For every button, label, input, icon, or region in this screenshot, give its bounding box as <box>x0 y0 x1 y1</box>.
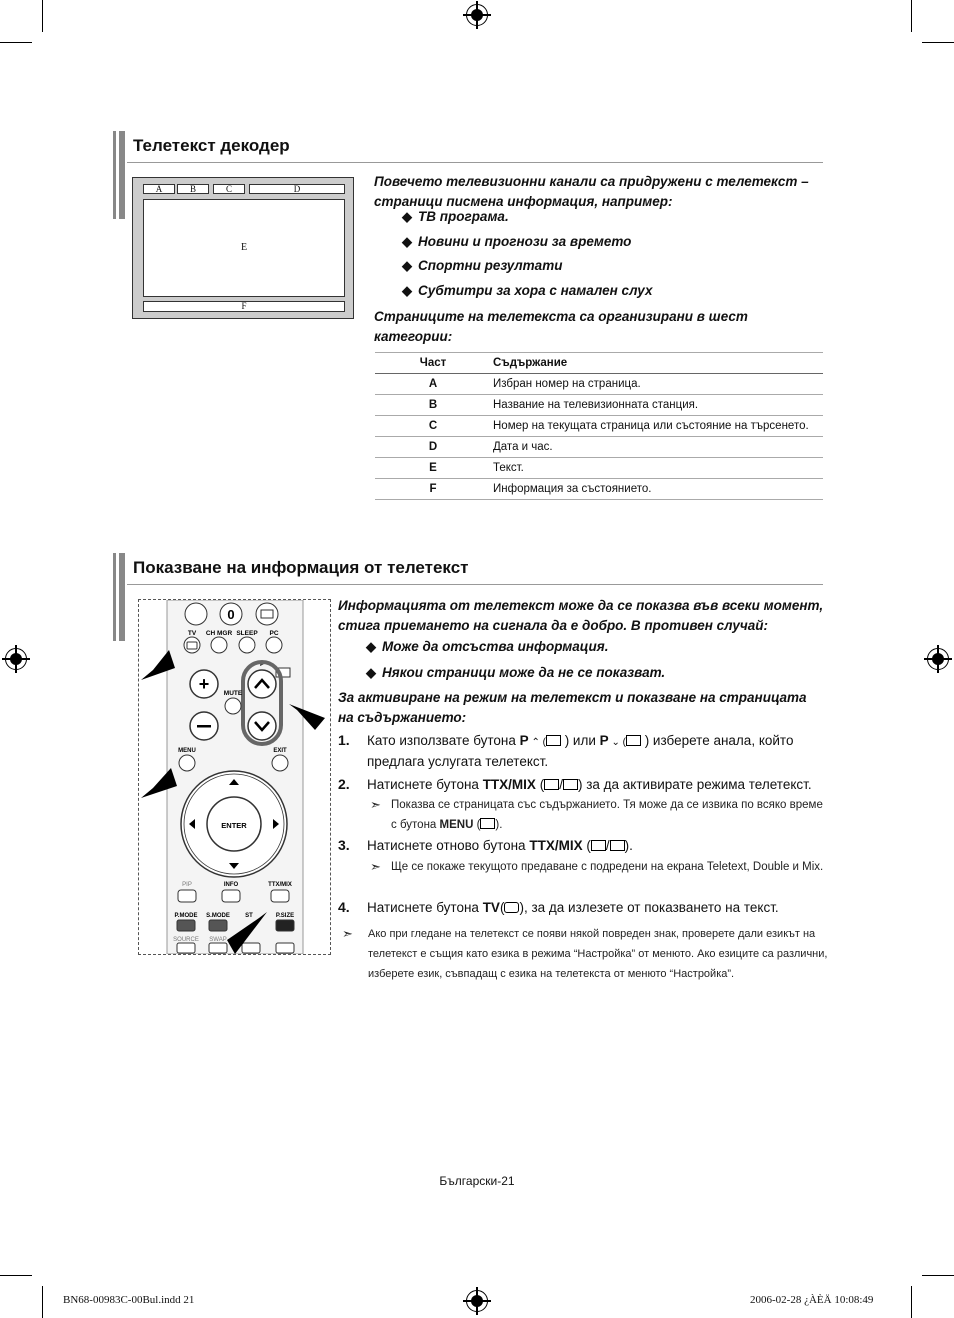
note-arrow-icon: ➣ <box>370 797 381 812</box>
crop-mark <box>911 0 912 32</box>
channel-down-icon: ⌄ ( <box>608 737 626 748</box>
remote-label: SOURCE <box>173 937 199 943</box>
registration-mark-icon <box>466 1290 488 1312</box>
registration-mark-icon <box>466 4 488 26</box>
crop-mark <box>922 1275 954 1276</box>
section-bar <box>119 131 125 219</box>
step-4: 4. Натиснете бутона TV( ), за да излезете от показването на текст. <box>338 899 779 915</box>
table-row: A Избран номер на страница. <box>375 374 823 395</box>
teletext-screen-diagram <box>132 177 354 319</box>
remote-label: MENU <box>178 748 196 754</box>
remote-control-drawing <box>139 600 330 954</box>
note-step-3: ➣ Ще се покаже текущото предаване с подредени на екрана Teletext, Double и Mix. <box>370 857 830 877</box>
diamond-icon: ◆ <box>402 258 412 273</box>
remote-label: MUTE <box>223 690 243 697</box>
remote-label: SLEEP <box>236 630 258 637</box>
section-title-teletext-display: Показване на информация от телетекст <box>133 558 469 577</box>
teletext-intro: Повечето телевизионни канали са придружени с телетекст – страници писмена информация, например: <box>374 174 809 209</box>
bullet-item: ◆ Някои страници може да не се показват. <box>366 665 666 680</box>
diamond-icon: ◆ <box>366 665 376 680</box>
channel-up-icon: ⌃ ( <box>528 737 546 748</box>
table-header-content: Съдържание <box>491 353 823 374</box>
remote-label: TTX/MIX <box>268 882 292 888</box>
section-bar <box>113 553 116 641</box>
crop-mark <box>42 0 43 32</box>
screen-label-e: E <box>143 199 345 297</box>
section-bar <box>119 553 125 641</box>
note-arrow-icon: ➣ <box>370 859 381 874</box>
mix-icon <box>610 840 625 851</box>
footer-file-name: BN68-00983C-00Bul.indd 21 <box>63 1294 195 1306</box>
remote-label: P <box>259 662 265 668</box>
section-rule <box>127 584 823 585</box>
screen-label-b: B <box>177 184 209 194</box>
teletext-icon <box>591 840 606 851</box>
remote-control-illustration <box>138 599 331 955</box>
step-3: 3. Натиснете отново бутона TTX/MIX ( / ). <box>338 837 633 853</box>
registration-mark-icon <box>927 648 949 670</box>
screen-label-c: C <box>213 184 245 194</box>
table-row: B Название на телевизионната станция. <box>375 395 823 416</box>
svg-text:+: + <box>198 674 210 694</box>
bullet-item: ◆ Новини и прогнози за времето <box>402 234 632 249</box>
remote-label: TV <box>187 630 197 637</box>
section-title-teletext-decoder: Телетекст декодер <box>133 136 290 155</box>
step-1: 1. Като използвате бутона P ⌃ ( ) или P ⌄ ( ) изберете анала, който предлага услугата телетекст. <box>338 732 794 769</box>
diamond-icon: ◆ <box>402 283 412 298</box>
remote-label: CH MGR <box>205 630 233 637</box>
crop-mark <box>42 1286 43 1318</box>
crop-mark <box>0 1275 32 1276</box>
remote-label: EXIT <box>273 748 287 754</box>
remote-label: INFO <box>223 882 239 888</box>
section-bar <box>113 131 116 219</box>
note-arrow-icon: ➣ <box>342 926 353 941</box>
bullet-item: ◆ Може да отсъства информация. <box>366 639 609 654</box>
final-note: ➣ Ако при гледане на телетекст се появи някой повреден знак, проверете дали езикът на телетекст е същия като езика в режима “Настройка” от менюто. Ако езиците са различни, изберете език, съвпадащ с езика на телетекста от менюто “Настройка”. <box>342 926 828 980</box>
table-row: F Информация за състоянието. <box>375 479 823 500</box>
note-step-2: ➣ Показва се страницата със съдържанието. Тя може да се извика по всяко време с бутона MENU ( ). <box>370 797 823 831</box>
table-row: D Дата и час. <box>375 437 823 458</box>
remote-label: 0 <box>227 607 235 622</box>
table-row: E Текст. <box>375 458 823 479</box>
remote-label: ST <box>245 913 253 919</box>
bullet-item: ◆ Спортни резултати <box>402 258 563 273</box>
bullet-item: ◆ Субтитри за хора с намален слух <box>402 283 653 298</box>
crop-mark <box>911 1286 912 1318</box>
activate-text: За активиране на режим на телетекст и показване на страницата на съдържанието: <box>338 690 807 725</box>
remote-label: P.MODE <box>174 913 198 919</box>
teletext-icon <box>546 735 561 746</box>
step-2: 2. Натиснете бутона TTX/MIX ( / ) за да активирате режима телетекст. <box>338 776 812 792</box>
tv-icon <box>504 902 519 913</box>
crop-mark <box>922 42 954 43</box>
diamond-icon: ◆ <box>402 234 412 249</box>
diamond-icon: ◆ <box>402 209 412 224</box>
footer-timestamp: 2006-02-28 ¿ÀÈÄ 10:08:49 <box>750 1294 874 1306</box>
teletext-icon <box>626 735 641 746</box>
table-header-part: Част <box>375 353 491 374</box>
screen-label-f: F <box>143 301 345 312</box>
teletext-icon <box>544 779 559 790</box>
crop-mark <box>0 42 32 43</box>
categories-text: Страниците на телетекста са организирани в шест категории: <box>374 309 748 344</box>
section-rule <box>127 162 823 163</box>
bullet-item: ◆ ТВ програма. <box>402 209 509 224</box>
remote-label: SWAP <box>209 937 227 943</box>
remote-label: S.MODE <box>206 913 230 919</box>
screen-label-a: A <box>143 184 175 194</box>
table-row: C Номер на текущата страница или състояние на търсенето. <box>375 416 823 437</box>
remote-label: PIP <box>182 882 192 888</box>
display-intro: Информацията от телетекст може да се показва във всеки момент, стига приемането на сигнала да е добро. В противен случай: <box>338 598 824 633</box>
page-number: Български-21 <box>439 1174 515 1188</box>
teletext-categories-table <box>375 352 823 500</box>
diamond-icon: ◆ <box>366 639 376 654</box>
remote-label: PC <box>269 630 279 637</box>
remote-label: P.SIZE <box>275 913 295 919</box>
mix-icon <box>563 779 578 790</box>
screen-label-d: D <box>249 184 345 194</box>
table-header-row <box>375 353 823 374</box>
registration-mark-icon <box>5 648 27 670</box>
menu-icon <box>480 818 495 829</box>
remote-label: ENTER <box>221 821 247 830</box>
